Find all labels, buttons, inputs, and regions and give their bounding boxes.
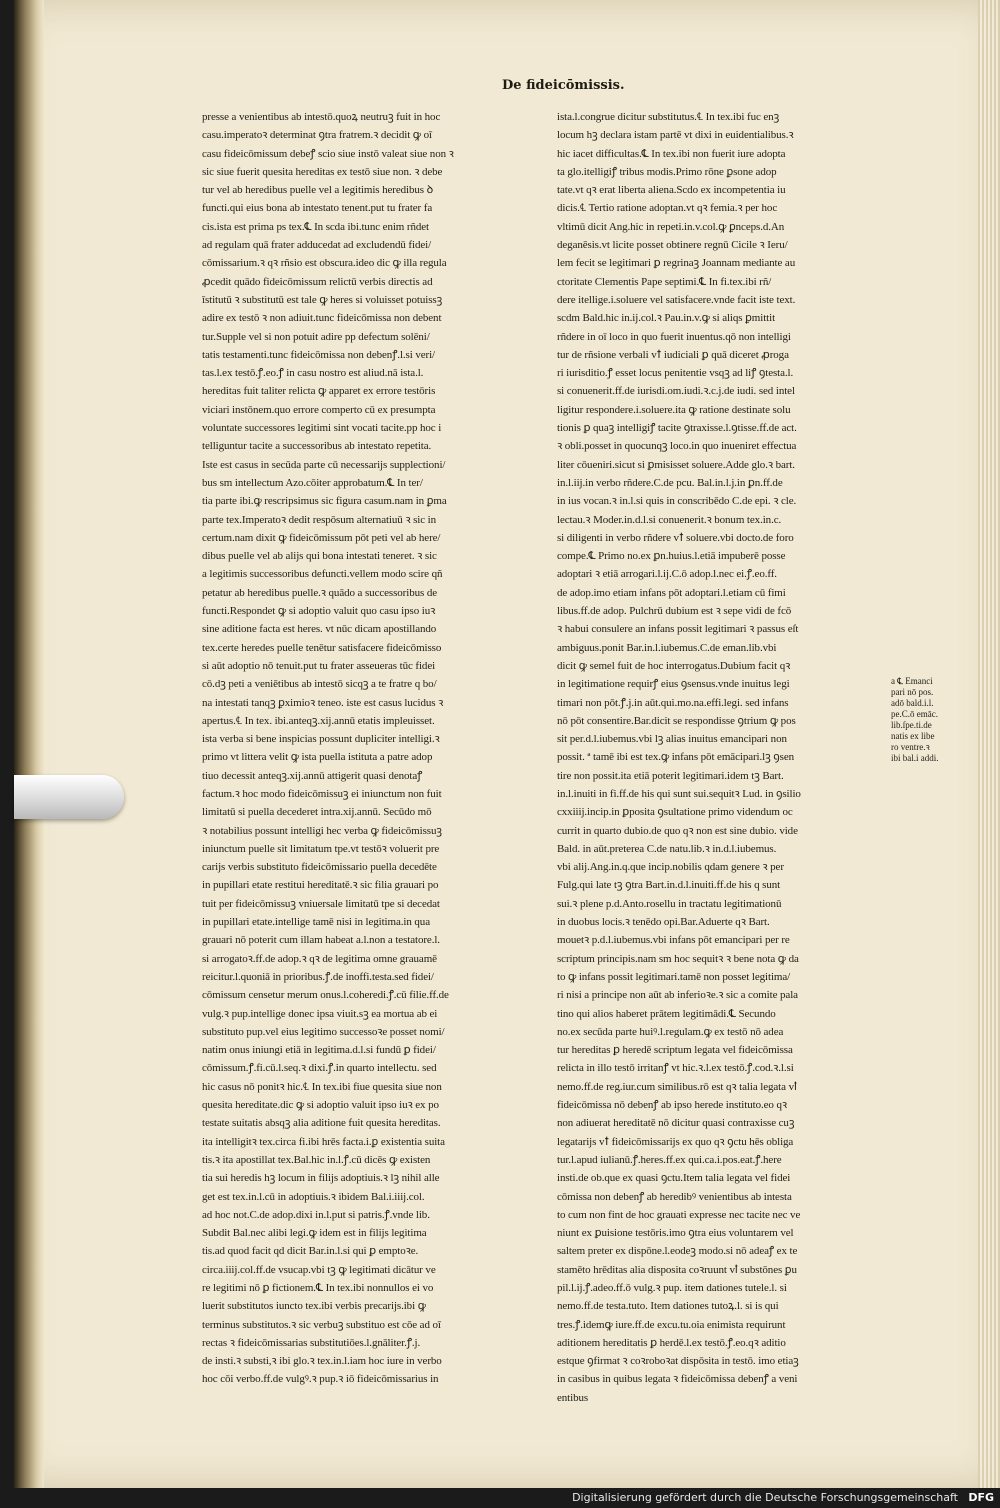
text-line: hic casus nō ponitꝛ hic.℄ In tex.ibi fiue quesita siue non — [202, 1080, 442, 1093]
text-line: rñdere in oī loco in quo fuerit inuentus.qō non intelligi — [557, 330, 791, 343]
text-line: dere itellige.i.soluere vel satisfacere.vnde facit iste text. — [557, 293, 796, 306]
text-line: compe.℄ Primo no.ex ꝑn.huius.l.etiā impuberē posse — [557, 550, 786, 563]
text-line: casu.imperatoꝛ determinat ꝯtra fratrem.ꝛ decidit ꝙ oī — [202, 129, 432, 142]
text-line: ri nisi a principe non aūt ab inferioꝛe.ꝛ sic a comite pala — [557, 989, 798, 1002]
text-line: functi.Respondet ꝙ si adoptio valuit quo casu ipso iuꝛ — [202, 605, 436, 618]
text-line: ta glo.itelligiꝭ tribus modis.Primo rōne ꝑsone adop — [557, 165, 777, 178]
text-line: tur vel ab heredibus puelle vel a legitimis heredibus ꝺ — [202, 184, 434, 197]
text-line: locum hꝫ declara istam partē vt dixi in euidentialibus.ꝛ — [557, 129, 794, 142]
text-line: tia sui heredis hꝫ locum in filijs adoptiuis.ꝛ lꝫ nihil alle — [202, 1172, 440, 1185]
marginal-line: ibi bal.i addi. — [891, 753, 939, 763]
text-line: ligitur respondere.i.soluere.ita ꝙ ratione destinate solu — [557, 403, 791, 416]
text-line: casu fideicōmissum debeꝭ scio siue instō valeat siue non ꝛ — [202, 147, 454, 160]
text-line: niunt ex ꝑuisione testōris.imo ꝯtra eius voluntarem vel — [557, 1227, 794, 1240]
text-line: rectas ꝛ fideicōmissarias substitutiōes.l.gnāliter.ꝭ.j. — [202, 1336, 421, 1349]
text-line: dicit ꝙ semel fuit de hoc interrogatus.Dubium facit qꝛ — [557, 659, 791, 672]
text-line: tis.ad quod facit qd dicit Bar.in.l.si qui ꝑ emptoꝛe. — [202, 1245, 419, 1258]
text-line: factum.ꝛ hoc modo fideicōmissuꝫ ei iniunctum non fuit — [202, 787, 442, 800]
text-line: mouetꝛ p.d.l.iubemus.vbi infans pōt emancipari per re — [557, 934, 790, 947]
text-line: cōmissa non debenꝭ ab heredibꝰ venientibus ab intesta — [557, 1190, 792, 1203]
text-line: adire ex testō ꝛ non adiuit.tunc fideicōmissa non debent — [202, 312, 442, 325]
text-line: lem fecit se legitimari ꝑ regrinaꝫ Joannam mediante au — [557, 257, 796, 270]
text-line: tatis testamenti.tunc fideicōmissa non debenꝭ.l.si veri/ — [202, 348, 436, 361]
text-line: in duobus locis.ꝛ tenēdo opi.Bar.Aduerte qꝛ Bart. — [557, 916, 770, 929]
dfg-logo: DFG — [968, 1491, 994, 1504]
text-line: telliguntur tacite a successoribus ab intestato repetita. — [202, 440, 432, 453]
text-line: tas.l.ex testō.ꝭ.eo.ꝭ in casu nostro est aliud.nā ista.l. — [202, 367, 424, 380]
text-line: Subdit Bal.nec alibi legi.ꝙ idem est in filijs legitima — [202, 1227, 427, 1240]
text-line: quesita hereditate.dic ꝙ si adoptio valuit ipso iuꝛ ex po — [202, 1099, 439, 1112]
text-line: cōmissum censetur merum onus.l.coheredi.ꝭ.cū filie.ff.de — [202, 989, 449, 1002]
text-line: substituto pup.vel eius legitimo successoꝛe posset nomi/ — [202, 1025, 445, 1038]
text-line: cis.ista est prima ps tex.℄ In scda ibi.tunc enim rñdet — [202, 220, 430, 233]
text-line: ad regulam quā frater adducedat ad excludendū fidei/ — [202, 239, 432, 252]
text-line: grauari nō poterit cum illam habeat a.l.non a testatore.l. — [202, 934, 440, 947]
text-line: relicta in illo testō irritanꝭ vt hic.ꝛ.l.ex testō.ꝭ.cod.ꝛ.l.si — [557, 1062, 794, 1075]
text-line: luerit substitutos iuncto tex.ibi verbis precarijs.ibi ꝙ — [202, 1300, 426, 1313]
marginal-line: adō bald.i.l. — [891, 698, 934, 708]
text-line: vbi alij.Ang.in.q.que incip.nobilis qdam genere ꝛ per — [557, 861, 784, 874]
text-line: tionis ꝑ quaꝫ intelligiꝭ tacite ꝯtraxisse.l.ꝯtisse.ff.de act. — [557, 422, 797, 435]
text-line: ad hoc not.C.de adop.dixi in.l.put si patris.ꝭ.vnde lib. — [202, 1208, 430, 1221]
text-line: natim onus iniungi etiā in legitima.d.l.si fundū ꝑ fidei/ — [202, 1044, 436, 1057]
text-line: currit in quarto dubio.de quo qꝛ non est sine dubio. vide — [557, 824, 798, 837]
text-line: hic iacet difficultas.℄ In tex.ibi non fuerit iure adopta — [557, 147, 786, 160]
text-line: tire non possit.ita etiā poterit legitimari.idem tꝫ Bart. — [557, 769, 784, 782]
marginal-line: a ℄ Emanci — [891, 676, 933, 686]
text-line: libus.ff.de adop. Pulchrū dubium est ꝛ sepe vidi de fcō — [557, 605, 792, 618]
marginal-line: lib.ſpe.ti.de — [891, 720, 932, 730]
marginal-note — [891, 676, 979, 764]
text-line: adoptari ꝛ etiā arrogari.l.ij.C.ō adop.l.nec ei.ꝭ.eo.ff. — [557, 568, 777, 581]
text-line: sine aditione facta est heres. vt nūc dicam apostillando — [202, 623, 437, 636]
text-line: bus sm intellectum Azo.cōiter approbatum.℄ In ter/ — [202, 476, 423, 489]
text-line: re legitimi nō ꝑ fictionem.℄ In tex.ibi nonnullos ei vo — [202, 1282, 434, 1294]
text-line: non adiuerat hereditatē nō dicitur quasi contraxisse cuꝫ — [557, 1117, 795, 1130]
running-head: De fideicōmissis. — [502, 78, 625, 93]
text-line: voluntate successores legitimi sint vocati tacite.pp hoc i — [202, 422, 442, 435]
text-line: saltem preter ex dispōne.l.eodeꝫ modo.si nō adeaꝭ ex te — [557, 1245, 798, 1258]
marginal-line: natis ex libe — [891, 731, 935, 741]
text-line: parte tex.Imperatoꝛ dedit respōsum alternatiuū ꝛ sic in — [202, 513, 437, 526]
text-line: sic siue fuerit quesita hereditas ex testō siue non. ꝛ debe — [202, 165, 443, 178]
text-line: ista verba si bene inspicias possunt dupliciter intelligi.ꝛ — [202, 733, 440, 746]
text-line: ꝛ notabilius possunt intelligi hec verba ꝙ fideicōmissuꝫ — [202, 824, 442, 837]
text-line: to ꝙ infans possit legitimari.tamē non posset legitima/ — [557, 970, 791, 983]
digitization-footer — [0, 1488, 1000, 1508]
text-line: si diligenti in verbo rñdere vꝉ soluere.vbi docto.de foro — [557, 531, 794, 544]
text-line: si conuenerit.ff.de iurisdi.om.iudi.ꝛ.c.j.de iudi. sed intel — [557, 385, 795, 398]
text-line: ambiguus.ponit Bar.in.l.iubemus.C.de eman.lib.vbi — [557, 641, 777, 654]
text-line: si aūt adoptio nō tenuit.put tu frater asseueras tūc fidei — [202, 659, 436, 672]
text-line: estque ꝯfirmat ꝛ coꝛroboꝛat dispōsita in testō. imo etiaꝫ — [557, 1355, 799, 1368]
text-line: cxxiiij.incip.in ꝑposita ꝯsultatione primo videndum oc — [557, 806, 793, 819]
text-line: cō.dꝫ peti a veniētibus ab intestō sicqꝫ a te fratre q bo/ — [202, 678, 437, 691]
left-text-column — [202, 108, 545, 1389]
text-line: nemo.ff.de reg.iur.cum similibus.rō est qꝛ talia legata vꝉ — [557, 1080, 797, 1093]
text-line: carijs verbis substituto fideicōmissario puella decedēte — [202, 861, 437, 874]
text-line: vulg.ꝛ pup.intellige donec ipsa viuit.sꝫ ea mortua ab ei — [202, 1007, 438, 1020]
page-clip — [14, 775, 124, 819]
text-line: ctoritate Clementis Pape septimi.℄ In fi.tex.ibi rñ/ — [557, 275, 772, 288]
text-line: dicis.℄ Tertio ratione adoptan.vt qꝛ femia.ꝛ per hoc — [557, 202, 778, 215]
text-line: tuit per fideicōmissuꝫ vniuersale limitatū tpe si decedat — [202, 897, 440, 910]
text-line: tia parte ibi.ꝙ rescripsimus sic figura casum.nam in ꝑma — [202, 495, 447, 508]
text-line: liter cōueniri.sicut si ꝑmisisset soluere.Adde glo.ꝛ bart. — [557, 458, 795, 471]
text-line: īstitutū ꝛ substitutū est tale ꝙ heres si voluisset potuissꝫ — [202, 293, 443, 306]
text-line: cōmissarium.ꝛ qꝛ rñsio est obscura.ideo dic ꝙ illa regula — [202, 257, 447, 270]
text-line: limitatū si puella decederet intra.xij.annū. Secūdo mō — [202, 806, 432, 819]
footer-credit: Digitalisierung gefördert durch die Deutsche Forschungsgemeinschaft — [572, 1491, 958, 1504]
text-line: nemo.ff.de testa.tuto. Item dationes tutoꝝ.l. si is qui — [557, 1300, 779, 1313]
text-line: reicitur.l.quoniā in prioribus.ꝭ.de inoffi.testa.sed fidei/ — [202, 970, 434, 983]
text-line: in pupillari etate.intellige tamē nisi in legitima.in qua — [202, 916, 430, 929]
text-line: no.ex secūda parte huiꝰ.l.regulam.ꝙ ex testō nō adea — [557, 1025, 784, 1038]
text-line: na intestati tanqꝫ ꝑximioꝛ teneo. iste est casus lucidus ꝛ — [202, 696, 444, 709]
text-line: tino qui alios haberet prātem legitimādi.℄ Secundo — [557, 1007, 776, 1020]
text-line: tres.ꝭ.idemꝙ iure.ff.de excu.tu.oia enimista requirunt — [557, 1318, 786, 1331]
text-line: apertus.℄ In tex. ibi.anteqꝫ.xij.annū etatis impleuisset. — [202, 714, 435, 727]
text-line: hoc cōi verbo.ff.de vulgꝰ.ꝛ pup.ꝛ iō fideicōmissarius in — [202, 1373, 439, 1386]
text-line: hereditas fuit taliter relicta ꝙ apparet ex errore testōris — [202, 385, 436, 398]
text-line: stamēto hrēditas alia disposita coꝛruunt vꝉ substōnes ꝑu — [557, 1263, 797, 1276]
text-line: Fulg.qui late tꝫ ꝯtra Bart.in.d.l.inuiti.ff.de his q sunt — [557, 879, 781, 892]
text-line: tis.ꝛ ita apostillat tex.Bal.hic in.l.ꝭ.cū dicēs ꝙ existen — [202, 1153, 431, 1166]
book-page — [14, 0, 1000, 1488]
text-line: ꝓcedit quādo fideicōmissum relictū verbis directis ad — [202, 275, 433, 288]
text-line: ꝛ habui consulere an infans possit legitimari ꝛ passus eſt — [557, 623, 799, 636]
text-line: timari non pōt.ꝭ.j.in aūt.qui.mo.na.effi.legi. sed infans — [557, 696, 789, 709]
marginal-line: ro ventre.ꝛ — [891, 742, 930, 752]
text-line: de insti.ꝛ substi,ꝛ ibi glo.ꝛ tex.in.l.iam hoc iure in verbo — [202, 1355, 442, 1368]
text-line: tur hereditas ꝑ heredē scriptum legata vel fideicōmissa — [557, 1044, 793, 1057]
text-line: testate suitatis absqꝫ alia aditione fuit quesita hereditas. — [202, 1117, 441, 1130]
text-line: a legitimis successoribus defuncti.vellem modo scire qñ — [202, 568, 443, 581]
text-line: terminus substitutos.ꝛ sic verbuꝫ substituo est cōe ad oī — [202, 1318, 441, 1331]
text-line: scriptum principis.nam sm hoc sequitꝛ ꝛ bene nota ꝙ da — [557, 952, 799, 965]
text-line: petatur ab heredibus puelle.ꝛ quādo a successoribus de — [202, 586, 438, 599]
text-line: ista.l.congrue dicitur substitutus.℄ In tex.ibi fuc enꝫ — [557, 111, 780, 123]
text-line: pil.l.ij.ꝭ.adeo.ff.ō vulg.ꝛ pup. item dationes tutele.l. si — [557, 1282, 787, 1294]
text-line: functi.qui eius bona ab intestato tenent.put tu frater fa — [202, 202, 433, 215]
text-line: in legitimatione requirꝭ eius ꝯsensus.vnde inuitus legi — [557, 678, 790, 691]
text-line: presse a venientibus ab intestō.quoꝝ neutruꝫ fuit in hoc — [202, 111, 441, 123]
text-line: iniunctum puelle sit limitatum tpe.vt testōꝛ voluerit pre — [202, 842, 440, 855]
text-line: aditionem hereditatis ꝑ herdē.l.ex testō.ꝭ.eo.qꝛ aditio — [557, 1336, 786, 1349]
text-line: lectau.ꝛ Moder.in.d.l.si conuenerit.ꝛ bonum tex.in.c. — [557, 513, 782, 526]
text-line: legatarijs vꝉ fideicōmissarijs ex quo qꝛ ꝯctu hēs obliga — [557, 1135, 794, 1148]
text-line: ꝛ obli.posset in quocunqꝫ loco.in quo inueniret effectua — [557, 440, 797, 453]
text-line: tiuo decessit anteqꝫ.xij.annū attigerit quasi denotaꝭ — [202, 769, 423, 782]
text-line: tur.Supple vel si non potuit adire pp defectum solēni/ — [202, 330, 430, 343]
text-line: Iste est casus in secūda parte cū necessarijs supplectioni/ — [202, 458, 446, 471]
text-line: viciari instōnem.quo errore comperto cū ex presumpta — [202, 403, 436, 416]
text-line: ri iurisditio.ꝭ esset locus penitentie vsqꝫ ad liꝭ ꝯtesta.l. — [557, 367, 794, 380]
text-line: in pupillari etate restitui hereditatē.ꝛ sic filia grauari po — [202, 879, 439, 892]
text-line: sit per.d.l.iubemus.vbi lꝫ alias inuitus emancipari non — [557, 733, 787, 746]
text-line: tur de rñsione verbali vꝉ iudiciali ꝑ quā diceret ꝓroga — [557, 348, 789, 361]
text-line: de adop.imo etiam infans pōt adoptari.l.etiam cū fimi — [557, 586, 786, 599]
text-line: deganēsis.vt licite posset obtinere regnū Cicile ꝛ Ieru/ — [557, 239, 788, 252]
right-text-column — [557, 108, 892, 1407]
text-line: primo vt littera velit ꝙ ista puella istituta a patre adop — [202, 751, 433, 764]
text-line: ita intelligitꝛ tex.circa fi.ibi hrēs facta.i.ꝑ existentia suita — [202, 1135, 445, 1148]
text-line: Bald. in aūt.preterea C.de natu.lib.ꝛ in.d.l.iubemus. — [557, 842, 777, 855]
text-line: scdm Bald.hic in.ij.col.ꝛ Pau.in.v.ꝙ si aliqs ꝑmittit — [557, 312, 776, 325]
text-line: tex.certe heredes puelle tenētur satisfacere fideicōmisso — [202, 641, 442, 654]
marginal-line: pe.C.ō emāc. — [891, 709, 938, 719]
text-line: insti.de ob.que ex quasi ꝯctu.Item talia legata vel fidei — [557, 1172, 791, 1185]
book-spine — [14, 0, 44, 1488]
text-line: certum.nam dixit ꝙ fideicōmissum pōt peti vel ab here/ — [202, 531, 441, 544]
text-line: cōmissum.ꝭ.fi.cū.l.seq.ꝛ dixi.ꝭ.in quarto intellectu. sed — [202, 1062, 437, 1075]
text-line: get est tex.in.l.cū in adoptiuis.ꝛ ibidem Bal.i.iiij.col. — [202, 1190, 425, 1203]
text-line: fideicōmissa nō debenꝭ ab ipso herede instituto.eo qꝛ — [557, 1099, 787, 1112]
text-line: nō pōt consentire.Bar.dicit se respondisse ꝯtrium ꝙ pos — [557, 714, 796, 727]
marginal-line: pari nō pos. — [891, 687, 934, 697]
text-line: vltimū dicit Ang.hic in repeti.in.v.col.ꝙ ꝑnceps.d.An — [557, 220, 785, 233]
text-line: tate.vt qꝛ erat liberta aliena.Scdo ex incompetentia iu — [557, 184, 786, 197]
text-line: sui.ꝛ plene p.d.Anto.rosellu in tractatu legitimationū — [557, 897, 782, 910]
text-line: in ius vocan.ꝛ in.l.si quis in conscribēdo C.de epi. ꝛ cle. — [557, 495, 797, 508]
page-edges — [978, 0, 1000, 1488]
text-line: circa.iiij.col.ff.de vsucap.vbi tꝫ ꝙ legitimati dicātur ve — [202, 1263, 436, 1276]
text-line: to cum non fint de hoc grauati expresse nec tacite nec ve — [557, 1208, 801, 1221]
text-line: possit. ª tamē ibi est tex.ꝙ infans pōt emācipari.lꝫ ꝯsen — [557, 751, 795, 764]
text-line: tur.l.apud iulianū.ꝭ.heres.ff.ex qui.ca.i.pos.eat.ꝭ.here — [557, 1153, 782, 1166]
text-line: in.l.iij.in verbo rñdere.C.de pcu. Bal.in.l.j.in ꝑn.ff.de — [557, 476, 783, 489]
text-line: entibus — [557, 1391, 589, 1404]
text-line: si arrogatoꝛ.ff.de adop.ꝛ qꝛ de legitima omne grauamē — [202, 952, 437, 965]
text-line: in casibus in quibus legata ꝛ fideicōmissa debenꝭ a veni — [557, 1373, 798, 1386]
text-line: dibus puelle vel ab alijs qui bona intestati teneret. ꝛ sic — [202, 550, 437, 563]
text-line: in.l.inuiti in fi.ff.de his qui sunt sui.sequitꝛ Lud. in ꝯsilio — [557, 787, 801, 800]
